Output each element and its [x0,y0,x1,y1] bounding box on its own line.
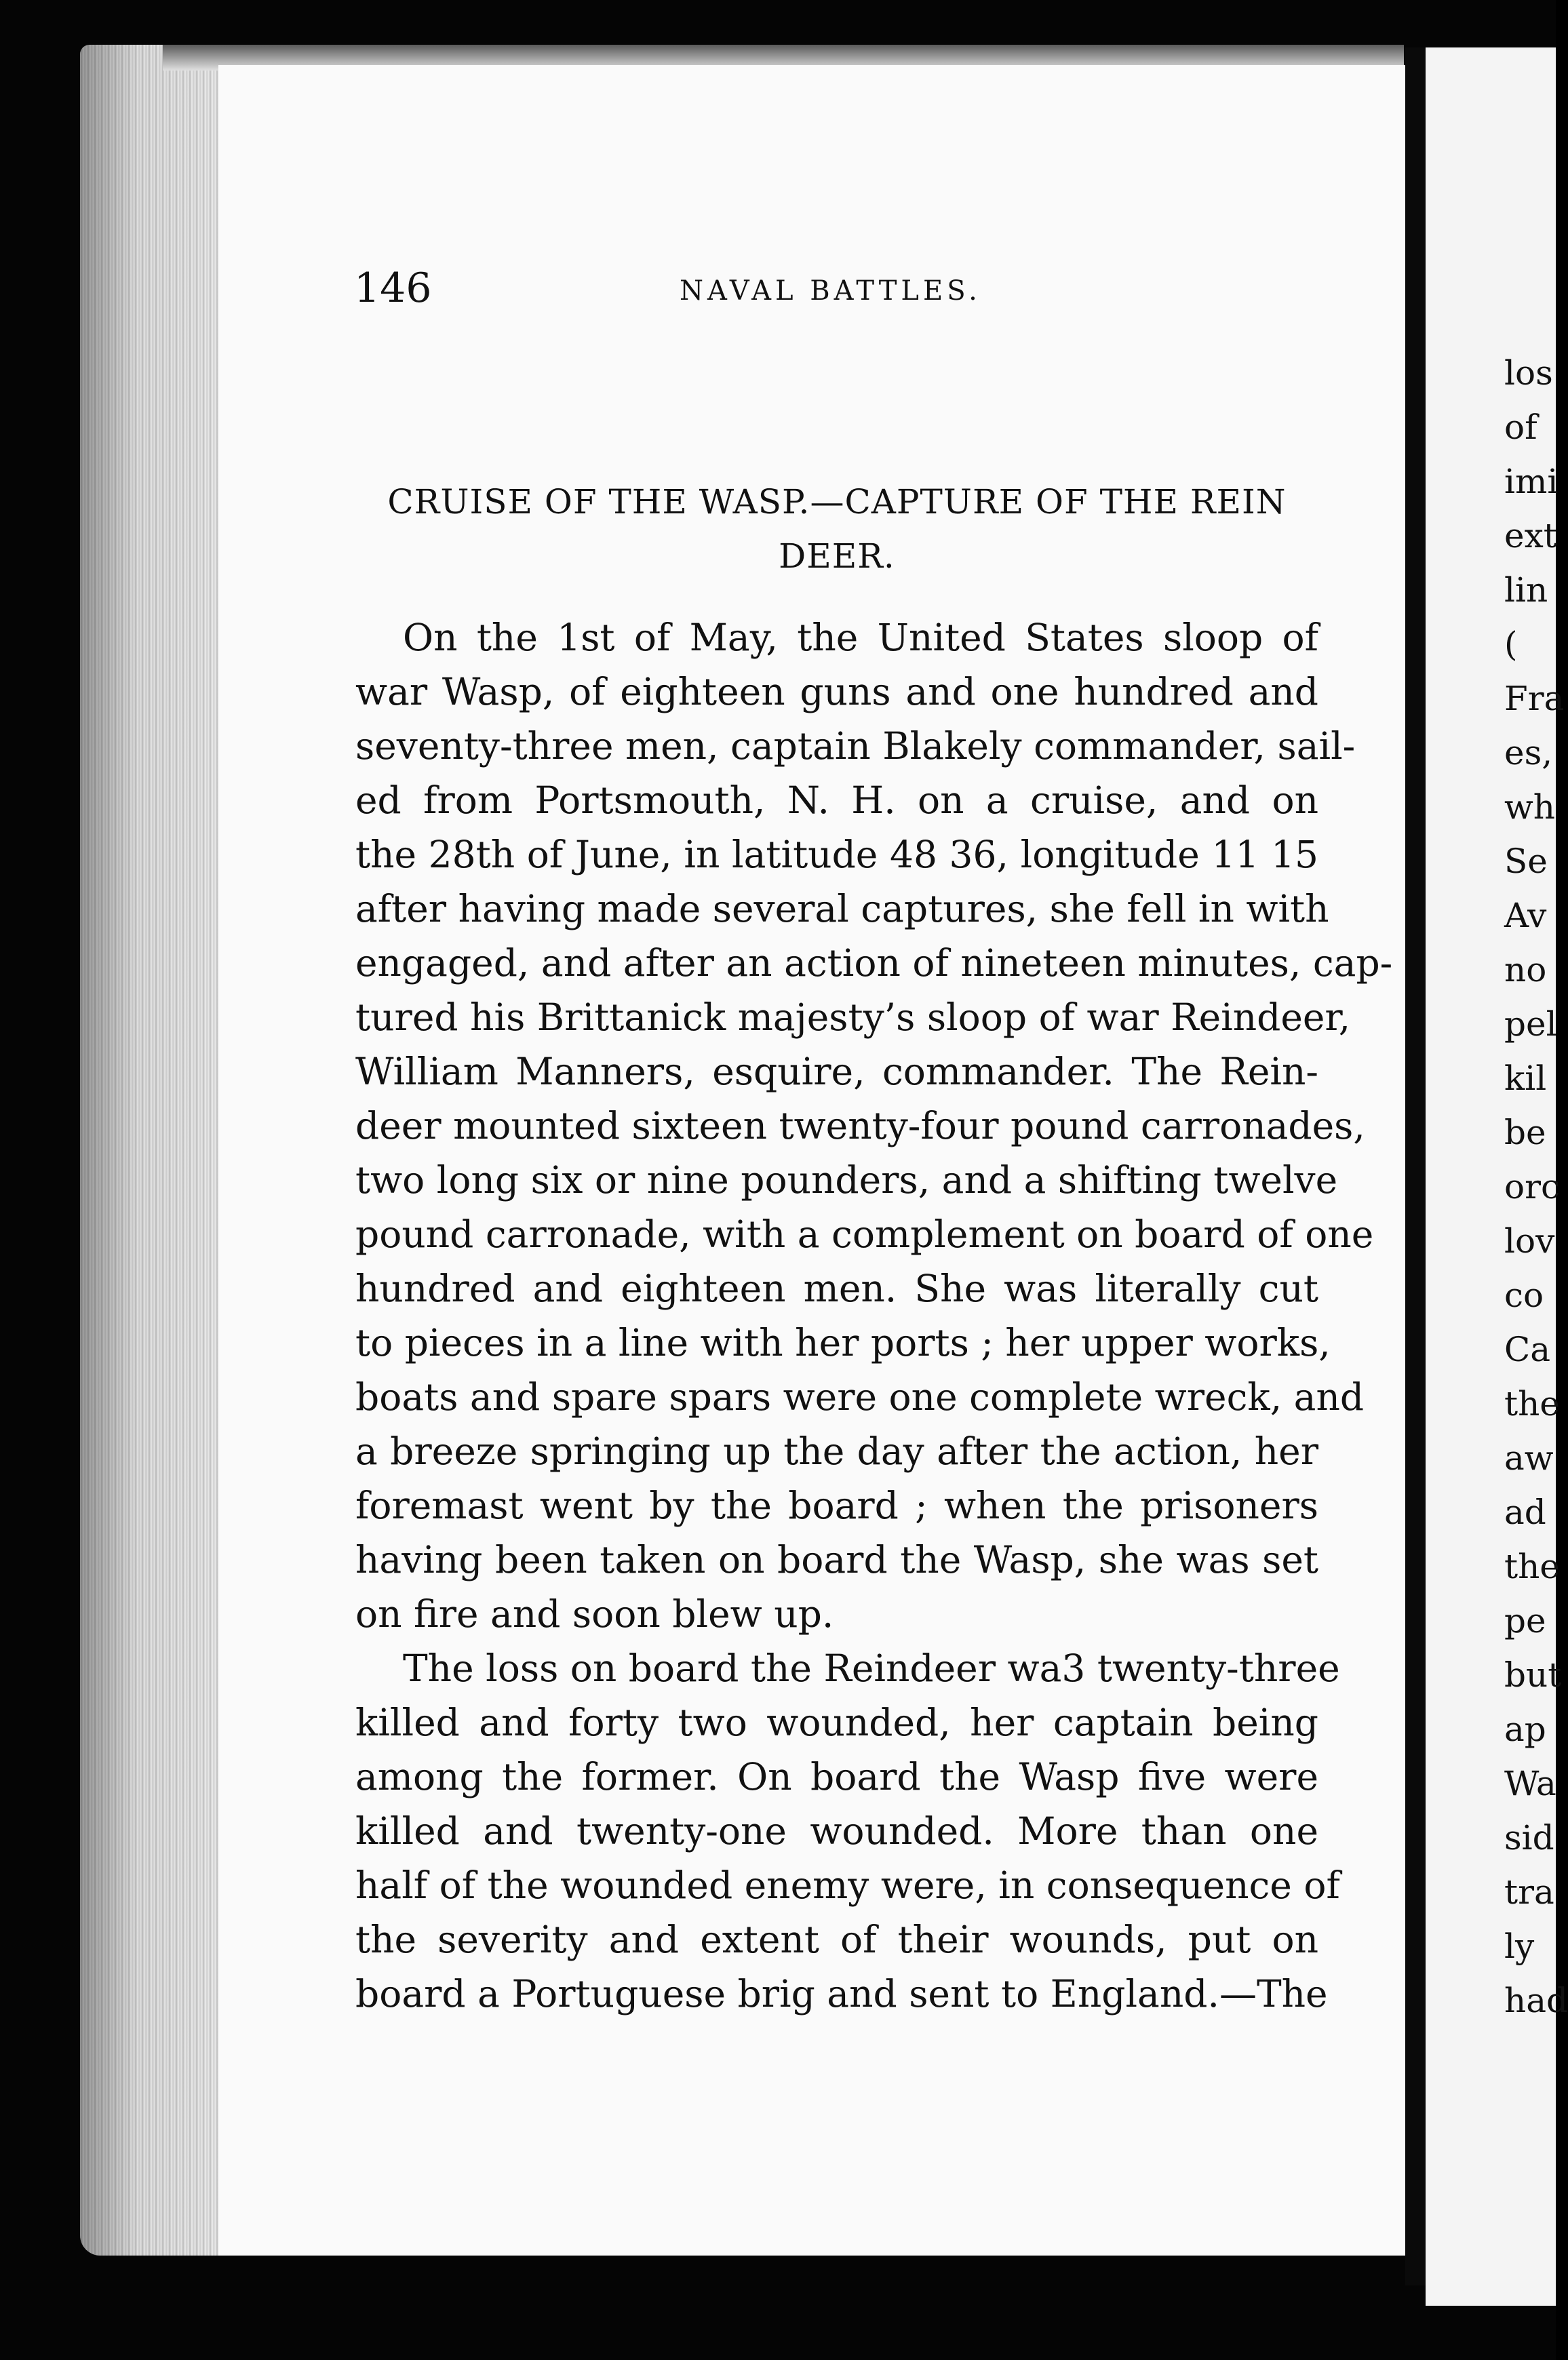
text-line: killed and forty two wounded, her captain being [355,1701,1318,1744]
book-fore-edge [80,45,222,2256]
facing-fragment: co [1504,1276,1544,1315]
text-line: war Wasp, of eighteen guns and one hundred and [355,670,1318,713]
facing-fragment: lov [1504,1221,1555,1261]
facing-fragment: ly [1504,1927,1535,1966]
facing-fragment: but [1504,1655,1562,1695]
paragraph-2 [355,1641,1340,2021]
facing-fragment: of [1504,408,1537,447]
facing-fragment: Fra [1504,679,1565,718]
text-line: a breeze springing up the day after the action, her [355,1430,1318,1473]
text-line: The loss on board the Reindeer wa3 twenty-three [403,1647,1340,1690]
facing-fragment: the [1504,1547,1560,1586]
text-line: tured his Brittanick majesty’s sloop of war Reindeer, [355,996,1351,1039]
facing-fragment: lin [1504,570,1548,610]
facing-fragment: be [1504,1113,1546,1152]
facing-fragment: Ca [1504,1330,1551,1369]
facing-fragment: ad [1504,1493,1546,1532]
facing-fragment: sid [1504,1818,1554,1857]
text-line: among the former. On board the Wasp five were [355,1755,1318,1798]
text-line: deer mounted sixteen twenty-four pound carronades, [355,1104,1365,1147]
facing-fragment: los [1504,353,1553,393]
text-line: pound carronade, with a complement on board of one [355,1213,1374,1256]
text-line: engaged, and after an action of nineteen minutes, cap- [355,941,1393,985]
facing-fragment: Wa [1504,1764,1556,1803]
facing-fragment: no [1504,950,1547,989]
text-line: ed from Portsmouth, N. H. on a cruise, and on [355,779,1318,822]
facing-fragment: pel [1504,1004,1557,1044]
facing-fragment: the [1504,1384,1560,1423]
facing-page-text [1504,346,1568,2028]
text-line: having been taken on board the Wasp, she was set [355,1538,1318,1581]
facing-fragment: ( [1504,625,1518,664]
text-line: the 28th of June, in latitude 48 36, longitude 11 15 [355,833,1318,876]
text-line: William Manners, esquire, commander. The Rein- [355,1050,1318,1093]
text-line: killed and twenty-one wounded. More than one [355,1809,1318,1853]
text-line: half of the wounded enemy were, in consequence of [355,1864,1340,1907]
facing-fragment: es, [1504,733,1553,772]
text-line: boats and spare spars were one complete wreck, and [355,1375,1365,1419]
facing-fragment: ext [1504,516,1557,555]
facing-fragment: tra [1504,1872,1554,1912]
facing-fragment: kil [1504,1059,1547,1098]
text-line: hundred and eighteen men. She was literally cut [355,1267,1318,1310]
text-line: after having made several captures, she fell in with [355,887,1329,930]
page-number: 146 [354,264,432,312]
article-heading-line-2: DEER. [779,536,895,576]
facing-fragment: Av [1504,896,1547,935]
text-line: the severity and extent of their wounds, put on [355,1918,1318,1961]
text-line: foremast went by the board ; when the prisoners [355,1484,1318,1527]
facing-fragment: wh [1504,787,1555,827]
facing-fragment: had [1504,1981,1568,2020]
article-heading [355,475,1318,583]
facing-fragment: Se [1504,842,1548,881]
text-line: on fire and soon blew up. [355,1592,834,1636]
facing-fragment: ap [1504,1710,1546,1749]
article-heading-line-1: CRUISE OF THE WASP.—CAPTURE OF THE REIN [387,482,1287,522]
text-line: two long six or nine pounders, and a shifting twelve [355,1158,1338,1202]
text-line: seventy-three men, captain Blakely commander, sail- [355,724,1356,768]
facing-fragment: aw [1504,1438,1554,1478]
facing-fragment: orc [1504,1167,1561,1206]
text-line: board a Portuguese brig and sent to England.—The [355,1972,1328,2015]
text-line: to pieces in a line with her ports ; her upper works, [355,1321,1331,1364]
text-line: On the 1st of May, the United States sloop of [403,616,1318,659]
running-head-title: NAVAL BATTLES. [680,275,981,307]
facing-fragment: imi [1504,462,1559,501]
running-head [354,264,1337,312]
facing-fragment: pe [1504,1601,1546,1640]
article-body [355,610,1393,2021]
paragraph-1 [355,610,1393,1641]
book-gutter [1405,47,1426,2285]
